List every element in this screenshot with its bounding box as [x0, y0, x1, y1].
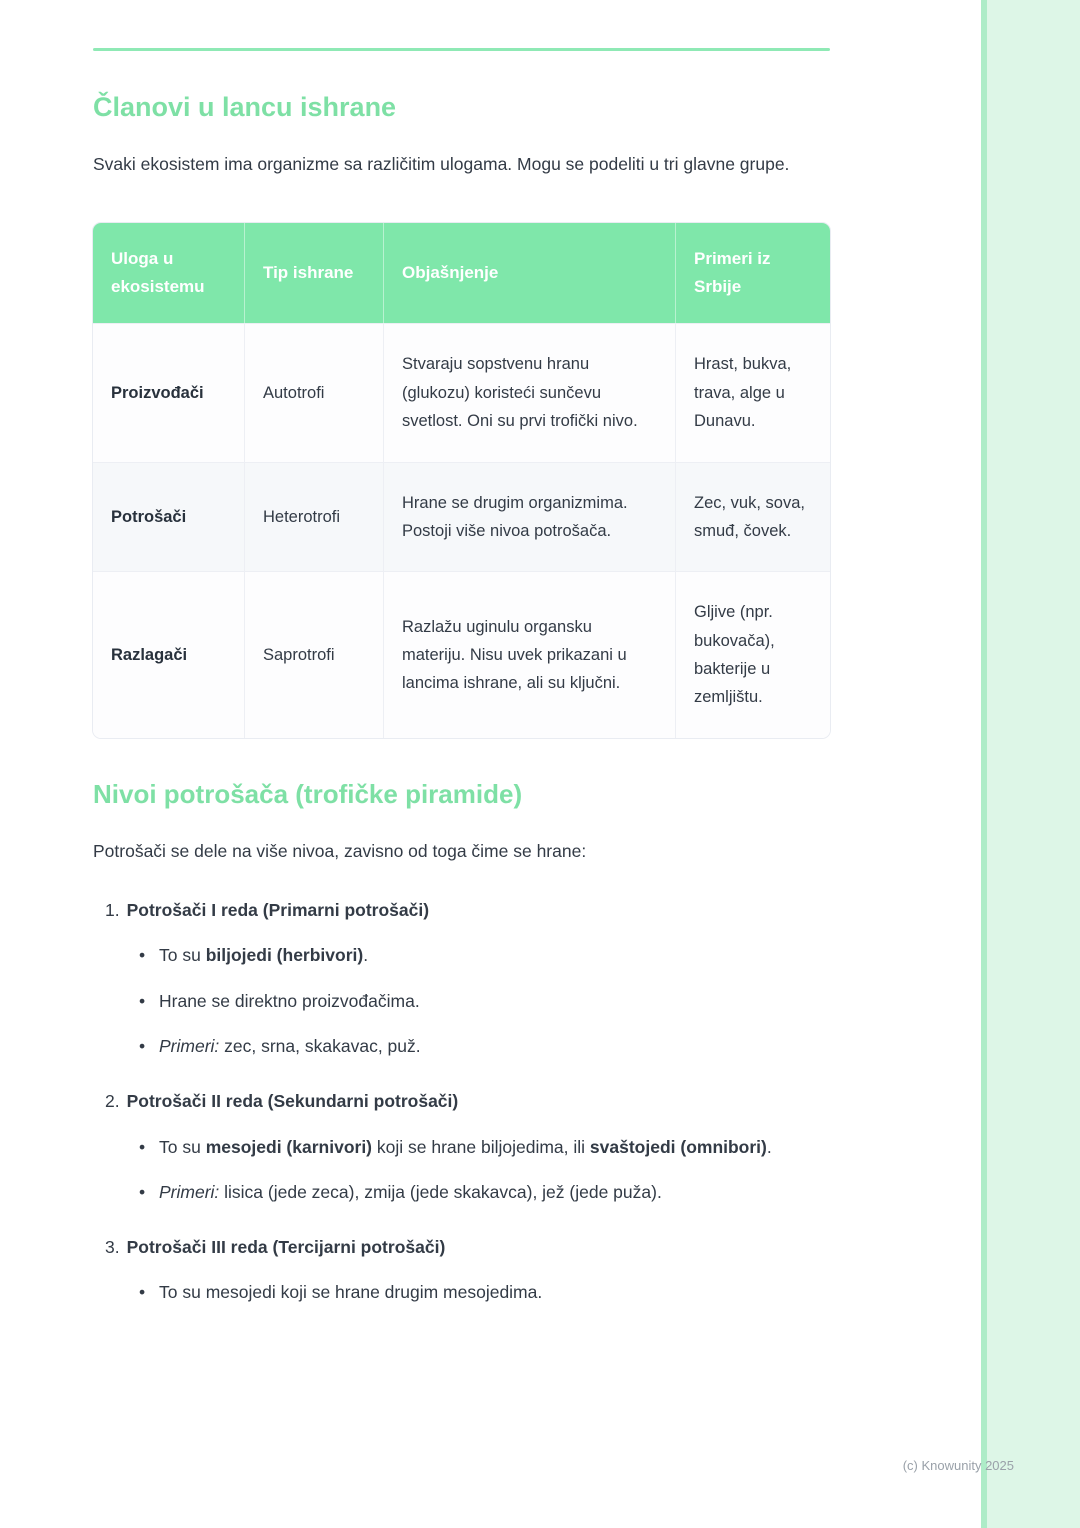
consumer-levels-list — [93, 897, 830, 1307]
top-divider-rule — [93, 48, 830, 51]
table-row-producers — [93, 323, 830, 461]
section-title-consumer-levels: Nivoi potrošača (trofičke piramide) — [93, 778, 523, 809]
bullet-item: • Primeri: zec, srna, skakavac, puž. — [137, 1032, 830, 1060]
copyright-notice: (c) Knowunity 2025 — [902, 1458, 1014, 1473]
table-header-row — [93, 223, 830, 323]
list-item — [105, 1234, 830, 1307]
list-item-title — [105, 1088, 830, 1114]
cell-diet-type: Heterotrofi — [244, 462, 383, 572]
page-content — [93, 0, 830, 1335]
cell-examples: Hrast, bukva, trava, alge u Dunavu. — [675, 323, 830, 461]
bullet-item: • Primeri: lisica (jede zeca), zmija (jede skakavca), jež (jede puža). — [137, 1178, 830, 1206]
table-row-decomposers — [93, 571, 830, 738]
list-item-heading: Potrošači II reda (Sekundarni potrošači) — [126, 1091, 459, 1112]
cell-examples: Zec, vuk, sova, smuđ, čovek. — [675, 462, 830, 572]
cell-diet-type: Autotrofi — [244, 323, 383, 461]
header-cell-role: Uloga u ekosistemu — [93, 223, 244, 323]
bullet-list — [105, 941, 830, 1060]
food-chain-intro-paragraph: Svaki ekosistem ima organizme sa različitim ulogama. Mogu se podeliti u tri glavne grupe. — [93, 153, 790, 174]
table-row-consumers — [93, 462, 830, 572]
cell-explanation: Stvaraju sopstvenu hranu (glukozu) koristeći sunčevu svetlost. Oni su prvi trofički nivo. — [383, 323, 675, 461]
cell-explanation: Hrane se drugim organizmima. Postoji više nivoa potrošača. — [383, 462, 675, 572]
list-item-title — [105, 1234, 830, 1260]
bullet-item: • Hrane se direktno proizvođačima. — [137, 987, 830, 1015]
cell-examples: Gljive (npr. bukovača), bakterije u zemljištu. — [675, 571, 830, 738]
list-item-number: 3. — [105, 1237, 120, 1258]
section-title-food-chain: Članovi u lancu ishrane — [93, 92, 397, 122]
page-margin-stripe — [981, 0, 1080, 1528]
list-item-number: 1. — [105, 899, 120, 920]
bullet-list — [105, 1133, 830, 1207]
list-item-number: 2. — [105, 1091, 120, 1112]
header-cell-diet-type: Tip ishrane — [244, 223, 383, 323]
bullet-item: • To su mesojedi koji se hrane drugim mesojedima. — [137, 1278, 830, 1306]
cell-explanation: Razlažu uginulu organsku materiju. Nisu uvek prikazani u lancima ishrane, ali su ključni. — [383, 571, 675, 738]
cell-diet-type: Saprotrofi — [244, 571, 383, 738]
cell-role: Potrošači — [93, 462, 244, 572]
consumer-levels-intro-paragraph: Potrošači se dele na više nivoa, zavisno od toga čime se hrane: — [93, 841, 587, 862]
list-item — [105, 1088, 830, 1206]
bullet-item: • To su mesojedi (karnivori) koji se hrane biljojedima, ili svaštojedi (omnibori). — [137, 1133, 830, 1161]
list-item-heading: Potrošači I reda (Primarni potrošači) — [126, 899, 430, 920]
list-item-title — [105, 897, 830, 923]
cell-role: Razlagači — [93, 571, 244, 738]
cell-role: Proizvođači — [93, 323, 244, 461]
header-cell-examples: Primeri iz Srbije — [675, 223, 830, 323]
list-item — [105, 897, 830, 1060]
ecosystem-roles-table — [93, 223, 830, 737]
list-item-heading: Potrošači III reda (Tercijarni potrošači) — [126, 1237, 446, 1258]
header-cell-explanation: Objašnjenje — [383, 223, 675, 323]
bullet-item: • To su biljojedi (herbivori). — [137, 941, 830, 969]
bullet-list — [105, 1278, 830, 1306]
